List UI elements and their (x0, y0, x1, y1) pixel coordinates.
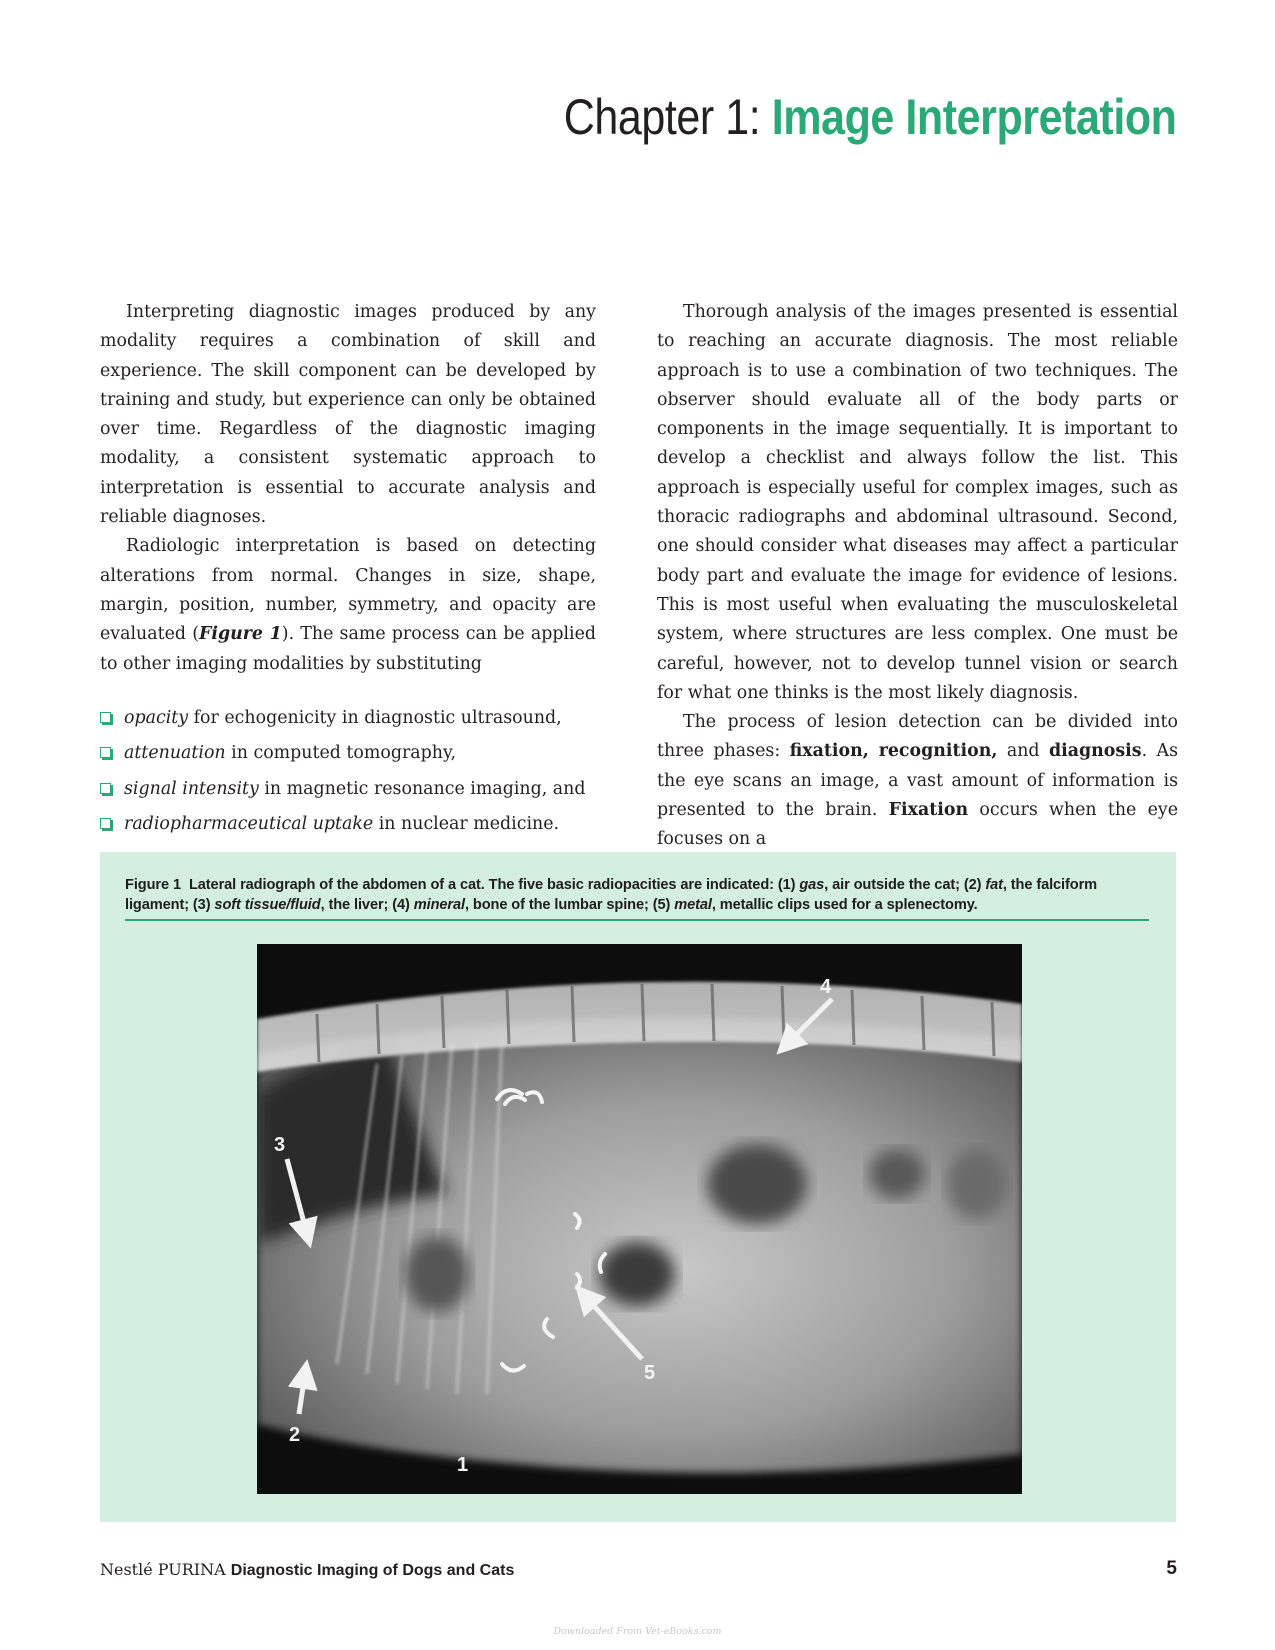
caption-text: Lateral radiograph of the abdomen of a cat. The five basic radiopacities are indicated: (1) (188, 877, 800, 893)
left-column (100, 298, 596, 843)
caption-term-gas: gas (799, 877, 825, 893)
footer-brand: Nestlé PURINA (100, 1560, 231, 1579)
caption-term-mineral: mineral (413, 897, 465, 913)
intro-paragraph: Interpreting diagnostic images produced by any modality requires a combination of skill and experience. The skill component can be developed by training and study, but experience can only be obtained over time. Regardless of the diagnostic imaging modality, a consistent systematic approach to interpretation is essential to accurate analysis and reliable diagnoses. (100, 302, 596, 528)
footer-book-title: Diagnostic Imaging of Dogs and Cats (230, 1562, 515, 1579)
marker-label-2: 2 (289, 1424, 301, 1446)
lesion-detection-paragraph (657, 708, 1178, 854)
marker-label-5: 5 (644, 1362, 656, 1384)
list-item (100, 736, 596, 772)
list-text: for echogenicity in diagnostic ultrasound, (188, 707, 562, 728)
caption-text: , air outside the cat; (2) (824, 877, 986, 893)
checkbox-bullet-icon (100, 747, 111, 758)
list-item (100, 772, 596, 808)
caption-term-fat: fat (985, 877, 1003, 893)
caption-term-metal: metal (674, 897, 712, 913)
page-number: 5 (1166, 1558, 1177, 1579)
lesion-text-e: occurs when the eye focuses on a (657, 800, 1178, 850)
lesion-text-c: and (997, 741, 1049, 762)
phases-term: fixation, recognition, (789, 741, 998, 762)
radiologic-text-b: ). The same process can be applied to other imaging modalities by substituting (100, 624, 597, 674)
chapter-topic: Image Interpretation (772, 89, 1177, 145)
caption-text: , the liver; (4) (320, 897, 414, 913)
lesion-text-d: . As the eye scans an image, a vast amount of information is presented to the brain. (657, 741, 1178, 821)
radiologic-text-a: Radiologic interpretation is based on detecting alterations from normal. Changes in size, shape, margin, position, number, symmetry, and opacity are evaluated ( (100, 536, 596, 645)
chapter-prefix: Chapter 1: (564, 89, 773, 145)
download-watermark: Downloaded From Vet-eBooks.com (553, 1626, 722, 1637)
list-term: opacity (124, 707, 189, 728)
checkbox-bullet-icon (100, 783, 111, 794)
list-item (100, 701, 596, 737)
right-column (657, 298, 1178, 855)
marker-label-3: 3 (274, 1134, 286, 1156)
checkbox-bullet-icon (100, 818, 111, 829)
figure-caption (125, 875, 1149, 915)
marker-label-4: 4 (820, 976, 832, 998)
radiograph-image (257, 944, 1022, 1494)
checkbox-bullet-icon (100, 712, 111, 723)
caption-text: , the falciform ligament; (3) (125, 877, 1098, 913)
caption-term-soft-tissue: soft tissue/fluid (214, 897, 321, 913)
caption-text: , bone of the lumbar spine; (5) (464, 897, 675, 913)
marker-label-1: 1 (457, 1454, 469, 1476)
caption-text: , metallic clips used for a splenectomy. (711, 897, 978, 913)
list-term: signal intensity (124, 778, 259, 799)
fixation-term: Fixation (888, 800, 969, 821)
list-text: in magnetic resonance imaging, and (258, 778, 586, 799)
list-term: radiopharmaceutical uptake (124, 814, 374, 835)
list-text: in nuclear medicine. (373, 814, 560, 835)
list-term: attenuation (124, 743, 226, 764)
list-item (100, 807, 596, 843)
lesion-text-a: The process of lesion detection can be divided into three phases: (657, 712, 1178, 762)
caption-divider (125, 919, 1149, 921)
diagnosis-term: diagnosis (1048, 741, 1142, 762)
figure-label: Figure 1 (125, 877, 181, 893)
list-text: in computed tomography, (225, 743, 457, 764)
chapter-title (564, 88, 1177, 146)
figure-panel (100, 852, 1176, 1522)
figure-reference: Figure 1 (199, 624, 282, 645)
substitution-list (100, 701, 596, 843)
analysis-paragraph: Thorough analysis of the images presented is essential to reaching an accurate diagnosis. The most reliable approach is to use a combination of two techniques. The observer should evaluate all of the body parts or components in the image sequentially. It is important to develop a checklist and always follow the list. This approach is especially useful for complex images, such as thoracic radiographs and abdominal ultrasound. Second, one should consider what diseases may affect a particular body part and evaluate the image for evidence of lesions. This is most useful when evaluating the musculoskeletal system, where structures are less complex. One must be careful, however, not to develop tunnel vision or search for what one thinks is the most likely diagnosis. (657, 302, 1178, 703)
footer-book-credit (100, 1560, 514, 1580)
radiologic-paragraph (100, 532, 596, 678)
